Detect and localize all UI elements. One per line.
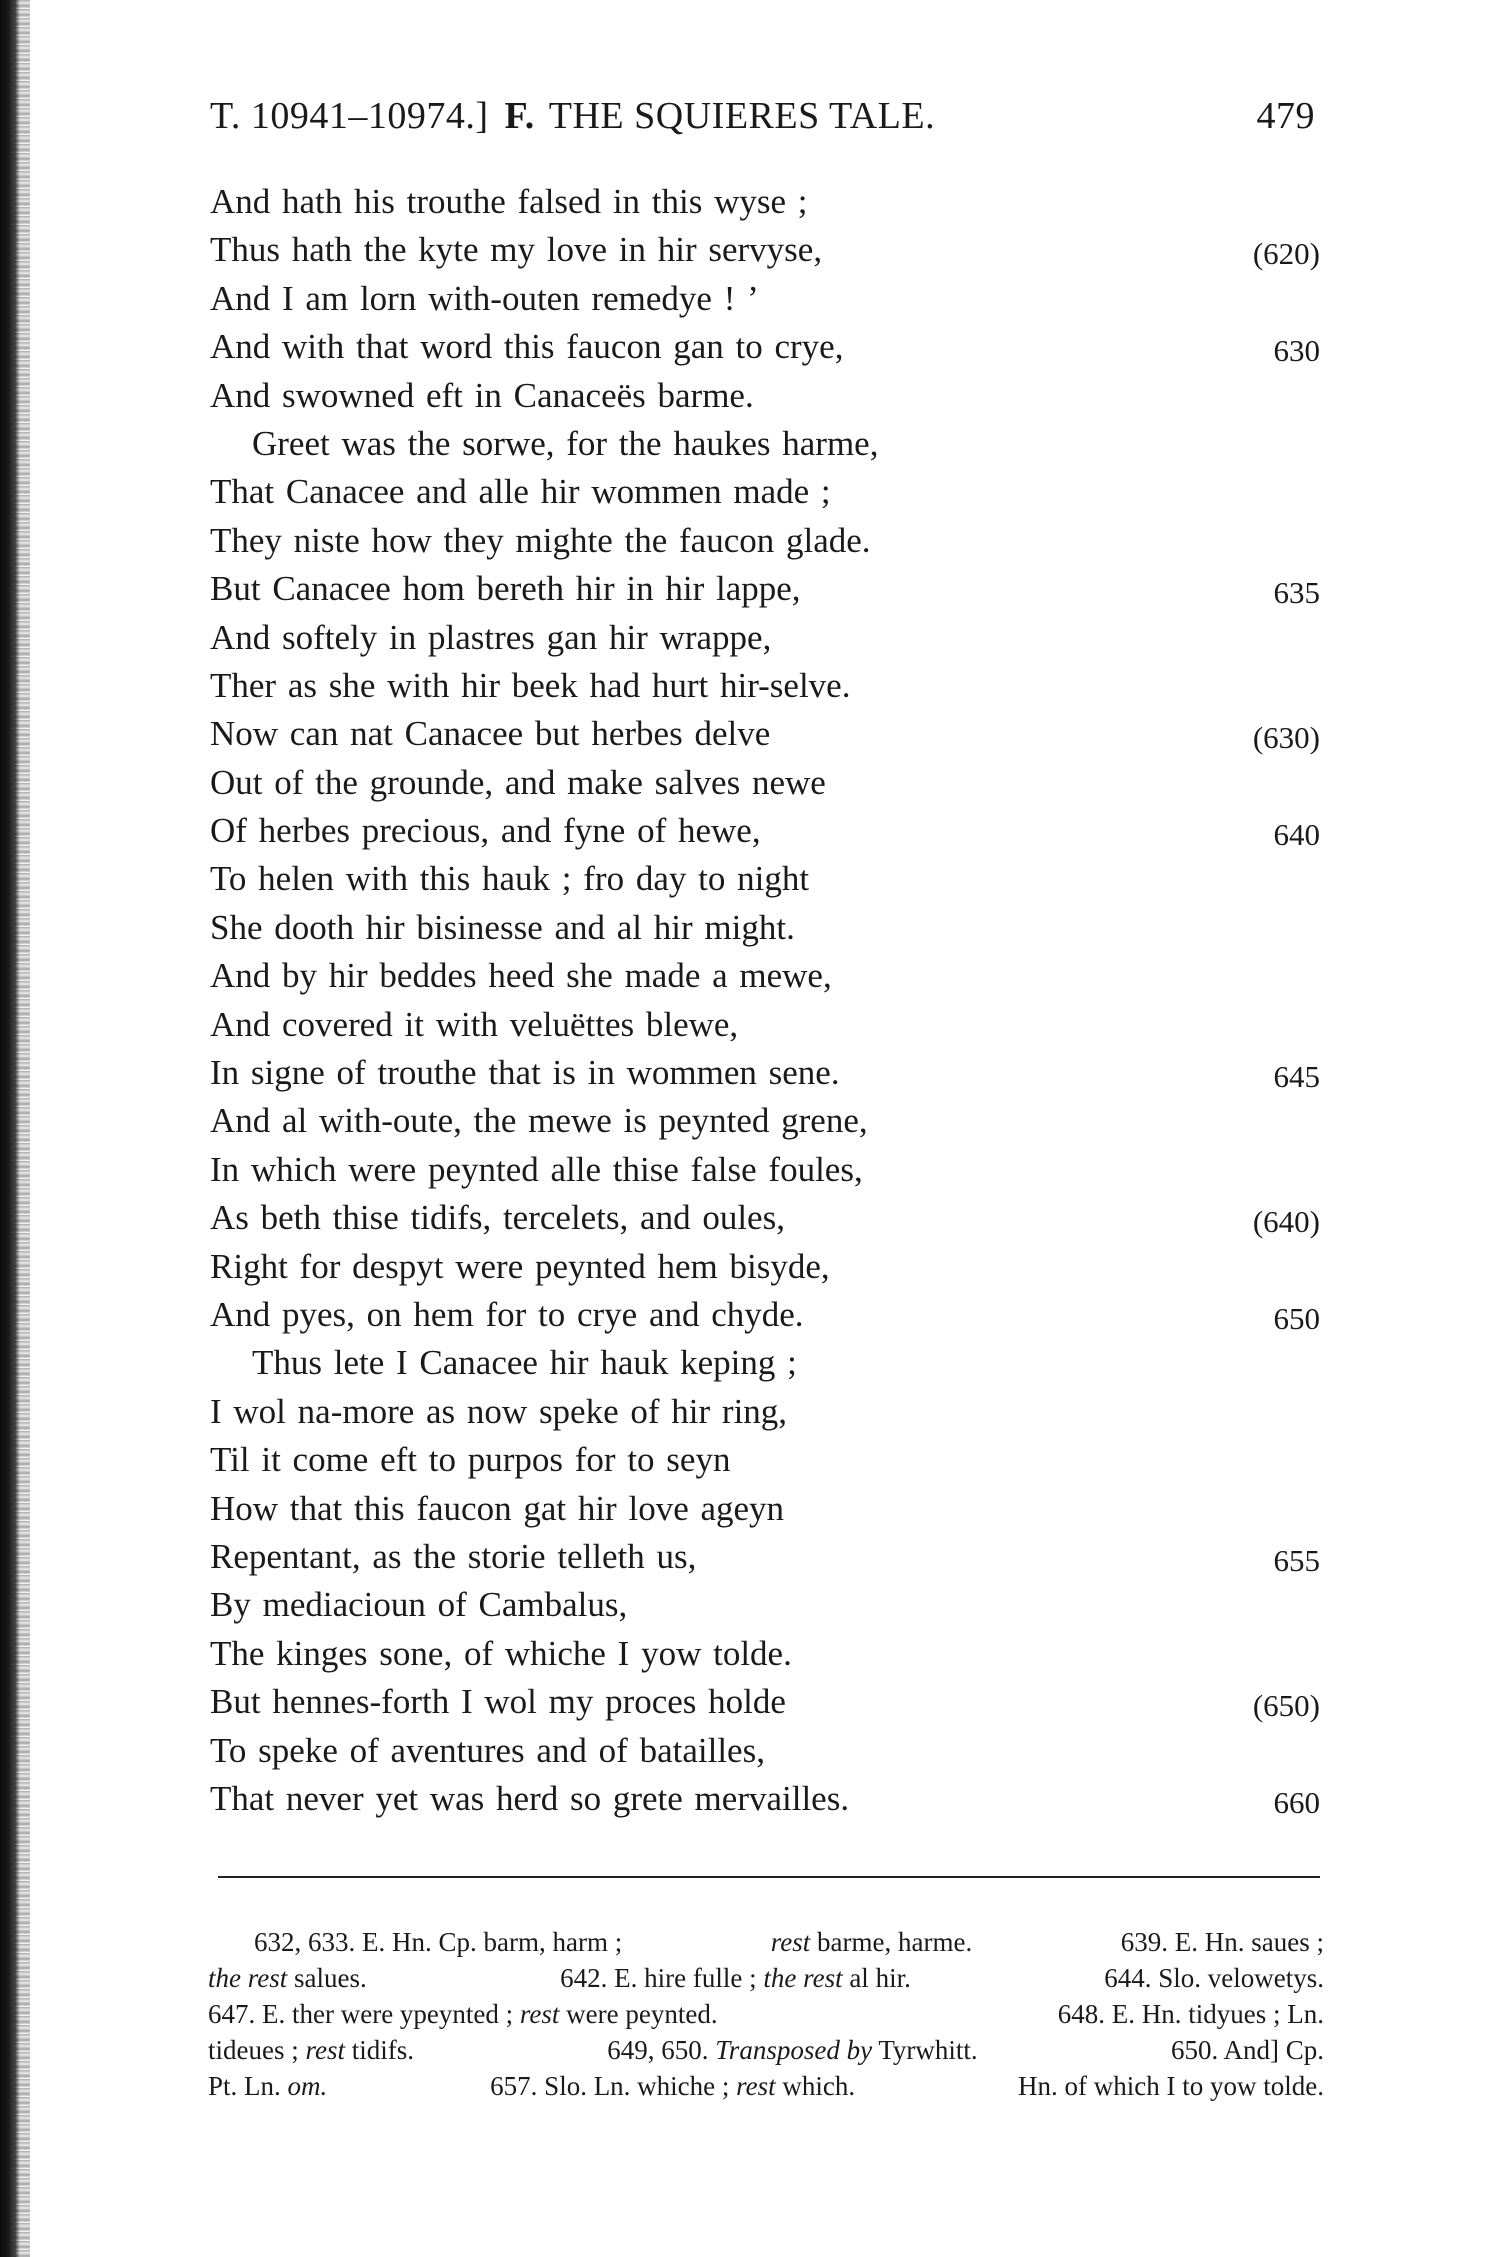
verse-line — [210, 1727, 1320, 1775]
footnote-segment: tideues ; rest tidifs. — [208, 2035, 414, 2065]
verse-text-line: That Canacee and alle hir wommen made ; — [210, 472, 831, 512]
verse-text-line: And with that word this faucon gan to crye, — [210, 327, 844, 367]
verse-line — [210, 807, 1320, 855]
verse-text-line: Thus lete I Canacee hir hauk keping ; — [252, 1343, 797, 1383]
footnotes — [208, 1924, 1324, 2104]
verse-line — [210, 614, 1320, 662]
footnote-line — [208, 2032, 1324, 2068]
footnote-segment: the rest salues. — [208, 1963, 367, 1993]
line-number: (640) — [1252, 1204, 1320, 1240]
verse-line — [210, 904, 1320, 952]
verse-line — [210, 1630, 1320, 1678]
verse-text-line: And hath his trouthe falsed in this wyse ; — [210, 182, 808, 221]
line-number: (620) — [1252, 236, 1320, 272]
line-number: 630 — [1273, 333, 1320, 369]
verse-line — [210, 1678, 1320, 1726]
verse-text-line: That never yet was herd so grete mervailles. — [210, 1778, 850, 1818]
verse-text-line: To helen with this hauk ; fro day to night — [210, 859, 810, 899]
verse-text-line: To speke of aventures and of batailles, — [210, 1730, 765, 1770]
verse-line — [210, 420, 1320, 468]
verse-line — [210, 952, 1320, 1000]
verse-line — [210, 372, 1320, 420]
verse-text-line: I wol na-more as now speke of hir ring, — [210, 1391, 788, 1431]
footnote-line — [208, 2068, 1324, 2104]
verse-line — [210, 1194, 1320, 1242]
verse-text-line: Til it come eft to purpos for to seyn — [210, 1440, 731, 1480]
footnote-line — [208, 1960, 1324, 1996]
verse-line — [210, 226, 1320, 274]
line-range: T. 10941–10974.] — [210, 95, 489, 137]
line-number: 635 — [1273, 575, 1320, 611]
verse-line — [210, 178, 1320, 226]
footnote-segment: Hn. of which I to yow tolde. — [1018, 2071, 1324, 2101]
verse-text-line: Thus hath the kyte my love in hir servyse, — [210, 230, 823, 270]
verse-line — [210, 710, 1320, 758]
verse-text-line: And by hir beddes heed she made a mewe, — [210, 956, 832, 996]
verse-line — [210, 565, 1320, 613]
verse-line — [210, 1097, 1320, 1145]
verse-text-line: And swowned eft in Canaceës barme. — [210, 375, 754, 415]
footnote-segment: 642. E. hire fulle ; the rest al hir. — [560, 1963, 911, 1993]
line-number: 650 — [1273, 1300, 1320, 1336]
verse-text-line: But Canacee hom bereth hir in hir lappe, — [210, 569, 801, 609]
binding-shadow — [14, 0, 30, 2257]
footnote-segment: Pt. Ln. om. — [208, 2071, 328, 2101]
verse-line — [210, 855, 1320, 903]
line-number: 645 — [1273, 1059, 1320, 1095]
footnote-segment: 649, 650. Transposed by Tyrwhitt. — [607, 2035, 978, 2065]
verse-line — [210, 662, 1320, 710]
verse-text-line: Now can nat Canacee but herbes delve — [210, 714, 771, 754]
verse-text-line: Right for despyt were peynted hem bisyde, — [210, 1246, 830, 1286]
verse-line — [210, 1146, 1320, 1194]
verse-text-line: Out of the grounde, and make salves newe — [210, 762, 826, 802]
footnote-segment: 632, 633. E. Hn. Cp. barm, harm ; — [254, 1927, 623, 1957]
verse-text-line: Greet was the sorwe, for the haukes harme, — [252, 423, 879, 463]
footnote-segment: 644. Slo. velowetys. — [1104, 1963, 1324, 1993]
verse-line — [210, 1775, 1320, 1823]
verse-text-line: Repentant, as the storie telleth us, — [210, 1536, 697, 1576]
verse-text-line: Of herbes precious, and fyne of hewe, — [210, 811, 761, 851]
line-number: 640 — [1273, 817, 1320, 853]
footnote-rule — [218, 1876, 1320, 1878]
verse-line — [210, 1339, 1320, 1387]
footnote-segment: 647. E. ther were ypeynted ; rest were peynted. — [208, 1999, 718, 2029]
verse-line — [210, 1049, 1320, 1097]
page-number: 479 — [1256, 95, 1315, 137]
footnote-line — [208, 1924, 1324, 1960]
verse-text-line: The kinges sone, of whiche I yow tolde. — [210, 1633, 792, 1673]
footnote-segment: 639. E. Hn. saues ; — [1120, 1927, 1324, 1957]
footnote-segment: 650. And] Cp. — [1170, 2035, 1324, 2065]
verse-text — [210, 178, 1320, 1823]
verse-line — [210, 1243, 1320, 1291]
verse-text-line: And pyes, on hem for to crye and chyde. — [210, 1294, 804, 1334]
footnote-segment: 657. Slo. Ln. whiche ; rest which. — [490, 2071, 856, 2101]
line-number: (650) — [1252, 1688, 1320, 1724]
verse-text-line: And covered it with veluëttes blewe, — [210, 1004, 739, 1044]
verse-line — [210, 1485, 1320, 1533]
fragment-signature: F. — [504, 95, 535, 137]
verse-line — [210, 1291, 1320, 1339]
footnote-segment: 648. E. Hn. tidyues ; Ln. — [1057, 1999, 1324, 2029]
verse-text-line: As beth thise tidifs, tercelets, and oules, — [210, 1198, 785, 1238]
verse-line — [210, 1533, 1320, 1581]
verse-line — [210, 323, 1320, 371]
verse-line — [210, 468, 1320, 516]
verse-text-line: In which were peynted alle thise false foules, — [210, 1149, 863, 1189]
verse-line — [210, 517, 1320, 565]
verse-text-line: They niste how they mighte the faucon glade. — [210, 520, 871, 560]
verse-line — [210, 1388, 1320, 1436]
footnote-line — [208, 1996, 1324, 2032]
verse-text-line: And I am lorn with-outen remedye ! ’ — [210, 278, 759, 318]
line-number: 655 — [1273, 1542, 1320, 1578]
verse-text-line: She dooth hir bisinesse and al hir might. — [210, 907, 795, 947]
verse-text-line: How that this faucon gat hir love ageyn — [210, 1488, 785, 1528]
verse-text-line: But hennes-forth I wol my proces holde — [210, 1682, 786, 1722]
verse-line — [210, 275, 1320, 323]
verse-line — [210, 1581, 1320, 1629]
line-number: 660 — [1273, 1784, 1320, 1820]
running-title — [210, 94, 935, 138]
verse-line — [210, 1436, 1320, 1484]
verse-text-line: And softely in plastres gan hir wrappe, — [210, 617, 772, 657]
running-header — [210, 94, 1315, 144]
verse-text-line: And al with-oute, the mewe is peynted grene, — [210, 1101, 868, 1141]
line-number: (630) — [1252, 720, 1320, 756]
tale-title: THE SQUIERES TALE. — [548, 95, 936, 137]
verse-text-line: By mediacioun of Cambalus, — [210, 1585, 628, 1625]
verse-text-line: Ther as she with hir beek had hurt hir-selve. — [210, 665, 851, 705]
verse-line — [210, 759, 1320, 807]
verse-line — [210, 1001, 1320, 1049]
verse-text-line: In signe of trouthe that is in wommen sene. — [210, 1053, 840, 1093]
footnote-segment: rest barme, harme. — [770, 1927, 973, 1957]
